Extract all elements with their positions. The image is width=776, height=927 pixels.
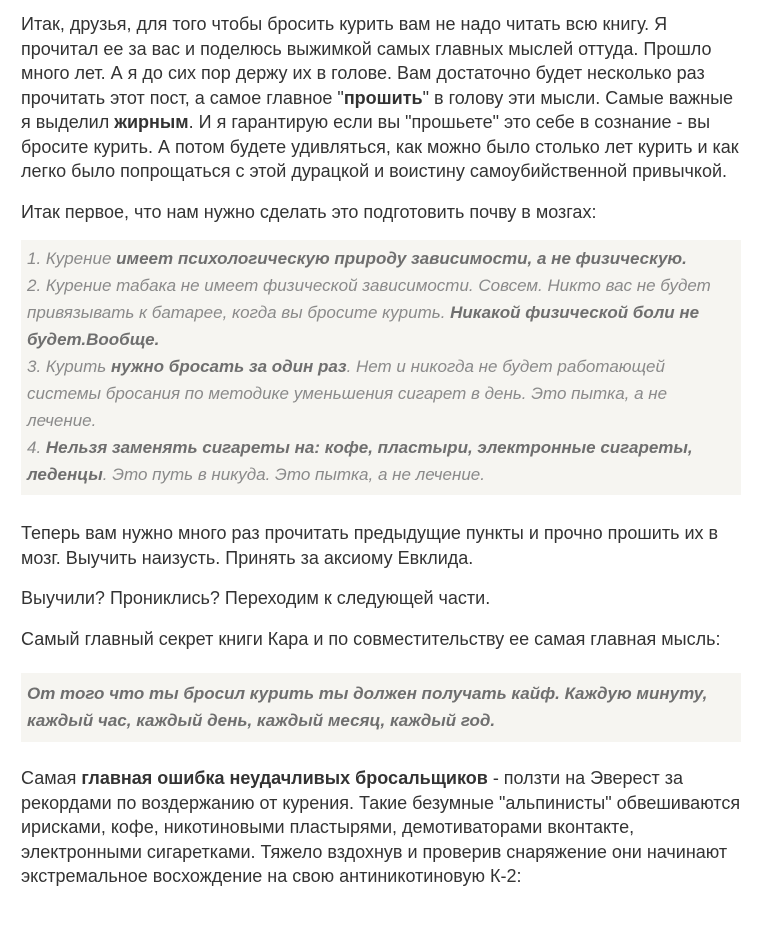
mistake-text-1: Самая xyxy=(21,768,82,788)
intro-text-3: . И я гарантирую если вы "прошьете" это себе в сознание - вы бросите курить. А потом будете удивляться, как можно было столько лет курить и как легко было попрощаться с этой дурацкой и воистину самоубийственной привычкой. xyxy=(21,112,739,181)
key-points-quote xyxy=(21,240,741,495)
mistake-text-2: - ползти на Эверест за рекордами по воздержанию от курения. Такие безумные "альпинисты" обвешиваются ирисками, кофе, никотиновыми пластырями, демотиваторами вконтакте, электронными сигаретками. Тяжело вздохнув и проверив снаряжение они начинают экстремальное восхождение на свою антиникотиновую К-2: xyxy=(21,768,741,886)
main-secret-paragraph: Самый главный секрет книги Кара и по совместительству ее самая главная мысль: xyxy=(21,628,721,649)
main-secret-text: От того что ты бросил курить ты должен получать кайф. Каждую минуту, каждый час, каждый день, каждый месяц, каждый год. xyxy=(27,684,708,730)
mistake-paragraph xyxy=(21,766,741,889)
learned-paragraph: Выучили? Прониклись? Переходим к следующей части. xyxy=(21,588,491,608)
article-body xyxy=(21,0,741,889)
intro-bold-zhirnym: жирным xyxy=(114,112,189,132)
intro-text-1: Итак, друзья, для того чтобы бросить курить вам не надо читать всю книгу. Я прочитал ее за вас и поделюсь выжимкой самых главных мыслей оттуда. Прошло много лет. А я до сих пор держу их в голове. Вам достаточно будет несколько раз прочитать этот пост, а самое главное " xyxy=(21,14,712,108)
key-point-2: 2. Курение табака не имеет физической зависимости. Совсем. Никто вас не будет привязывать к батарее, когда вы бросите курить. Никакой физической боли не будет.Вообще. xyxy=(27,276,711,349)
key-point-3: 3. Курить нужно бросать за один раз. Нет и никогда не будет работающей системы бросания по методике уменьшения сигарет в день. Это пытка, а не лечение. xyxy=(27,357,668,430)
intro-paragraph xyxy=(21,12,741,184)
main-secret-quote xyxy=(21,673,741,742)
intro-text-2: " в голову эти мысли. Самые важные я выделил xyxy=(21,87,734,132)
reread-paragraph: Теперь вам нужно много раз прочитать предыдущие пункты и прочно прошить их в мозг. Выучить наизусть. Принять за аксиому Евклида. xyxy=(21,523,719,568)
first-step-paragraph: Итак первое, что нам нужно сделать это подготовить почву в мозгах: xyxy=(21,201,597,222)
key-point-4: 4. Нельзя заменять сигареты на: кофе, пластыри, электронные сигареты, леденцы. Это путь в никуда. Это пытка, а не лечение. xyxy=(27,438,693,484)
mistake-bold: главная ошибка неудачливых бросальщиков xyxy=(81,768,488,788)
key-point-1: 1. Курение имеет психологическую природу зависимости, а не физическую. xyxy=(27,249,687,268)
intro-bold-proshit: прошить xyxy=(343,87,423,108)
